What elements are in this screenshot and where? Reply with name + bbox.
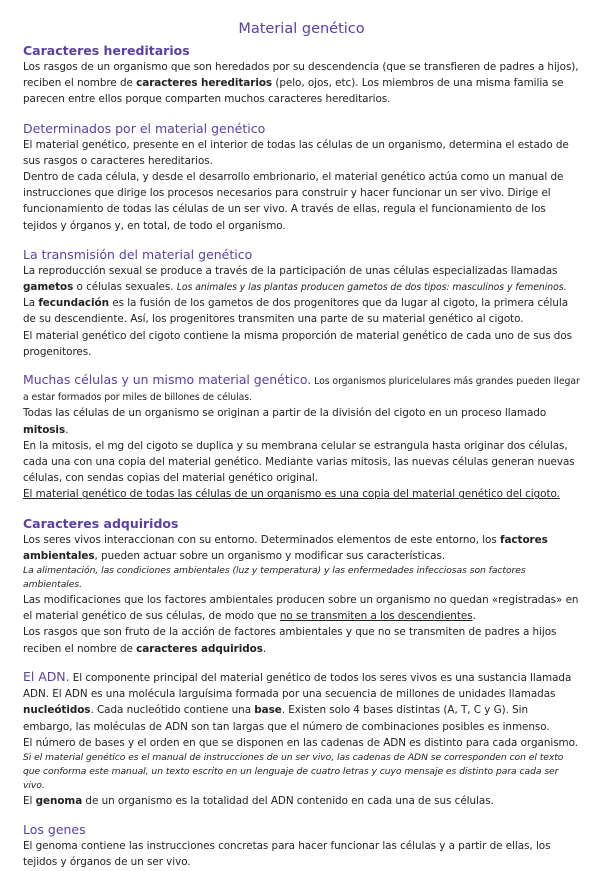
- paragraph: Todas las células de un organismo se originan a partir de la división del cigoto en un proceso llamado mitosis.: [23, 407, 547, 436]
- paragraph: Los rasgos de un organismo que son heredados por su descendencia (que se transfieren de padres a hijos), reciben el nombre de caracteres hereditarios (pelo, ojos, etc). Los miembros de una misma familia se parecen entre ellos porque comparten muchos caracteres hereditarios.: [23, 61, 579, 106]
- paragraph: El material genético de todas las células de un organismo es una copia del material genético del cigoto.: [23, 488, 560, 501]
- paragraph: Los rasgos que son fruto de la acción de factores ambientales y que no se transmiten de padres a hijos reciben el nombre de caracteres adquiridos.: [23, 626, 557, 655]
- paragraph: El material genético del cigoto contiene la misma proporción de material genético de cada uno de sus dos progenitores.: [23, 329, 572, 358]
- paragraph: Muchas células y un mismo material genético. Los organismos pluricelulares más grandes pueden llegar a estar formados por miles de billones de células.: [23, 372, 580, 404]
- paragraph: Los seres vivos interaccionan con su entorno. Determinados elementos de este entorno, los factores ambientales, pueden actuar sobre un organismo y modificar sus características.: [23, 533, 548, 562]
- paragraph: Dentro de cada célula, y desde el desarrollo embrionario, el material genético actúa como un manual de instrucciones que dirige los procesos necesarios para construir y hacer funcionar un ser vivo. Dirige el funcionamiento de todas las células de un ser vivo. A través de ellas, regula el funcionamiento de los tejidos y órganos y, en total, de todo el organismo.: [23, 171, 564, 232]
- paragraph: La reproducción sexual se produce a través de la participación de unas células especializadas llamadas gametos o células sexuales. Los animales y las plantas producen gametos de dos tipos: masculinos y femeninos.: [23, 264, 567, 294]
- section-heading: Caracteres adquiridos: [23, 515, 179, 531]
- section-heading: Determinados por el material genético: [23, 120, 266, 136]
- section-muchas-celulas: [23, 372, 580, 503]
- section-transmision: [23, 246, 580, 360]
- section-heading: El ADN.: [23, 668, 70, 684]
- section-caracteres-adquiridos: [23, 515, 580, 657]
- section-heading: Caracteres hereditarios: [23, 43, 190, 58]
- paragraph: El ADN. El componente principal del material genético de todos los seres vivos es una sustancia llamada ADN. El ADN es una molécula larguísima formada por una secuencia de millones de unidades llamadas nucleótidos. Cada nucleótido contiene una base. Existen solo 4 bases distintas (A, T, C y G). Sin embargo, las moléculas de ADN son tan largas que el número de combinaciones posibles es inmenso.: [23, 668, 572, 733]
- section-determinados: [23, 120, 580, 234]
- section-genes: [23, 821, 580, 870]
- paragraph: En la mitosis, el mg del cigoto se duplica y su membrana celular se estrangula hasta originar dos células, cada una con una copia del material genético. Mediante varias mitosis, las nuevas células generan nuevas células, con sendas copias del material genético original.: [23, 439, 575, 485]
- section-heading: Muchas células y un mismo material genético.: [23, 372, 312, 388]
- section-heading: Los genes: [23, 822, 86, 838]
- section-caracteres-hereditarios: [23, 42, 580, 108]
- paragraph: Si el material genético es el manual de instrucciones de un ser vivo, las cadenas de ADN se corresponden con el texto que conforma este manual, un texto escrito en un lenguaje de cuatro letras y cuyo mensaje es distinto para cada ser vivo.: [23, 751, 564, 791]
- section-heading: La transmisión del material genético: [23, 246, 253, 262]
- paragraph: Las modificaciones que los factores ambientales producen sobre un organismo no quedan «registradas» en el material genético de sus células, de modo que no se transmiten a los descendientes.: [23, 594, 579, 623]
- paragraph: La alimentación, las condiciones ambientales (luz y temperatura) y las enfermedades infecciosas son factores ambientales.: [23, 565, 526, 591]
- paragraph: La fecundación es la fusión de los gametos de dos progenitores que da lugar al cigoto, la primera célula de su descendiente. Así, los progenitores transmiten una parte de su material genético al cigoto.: [23, 297, 569, 326]
- paragraph: El material genético, presente en el interior de todas las células de un organismo, determina el estado de sus rasgos o caracteres hereditarios.: [23, 138, 569, 167]
- page-title: Material genético: [238, 21, 365, 37]
- paragraph: El genoma contiene las instrucciones concretas para hacer funcionar las células y a partir de ellas, los tejidos y órganos de un ser vivo.: [23, 840, 551, 869]
- paragraph: El número de bases y el orden en que se disponen en las cadenas de ADN es distinto para cada organismo.: [23, 736, 579, 749]
- section-adn: [23, 669, 580, 809]
- paragraph: El genoma de un organismo es la totalidad del ADN contenido en cada una de sus células.: [23, 794, 494, 807]
